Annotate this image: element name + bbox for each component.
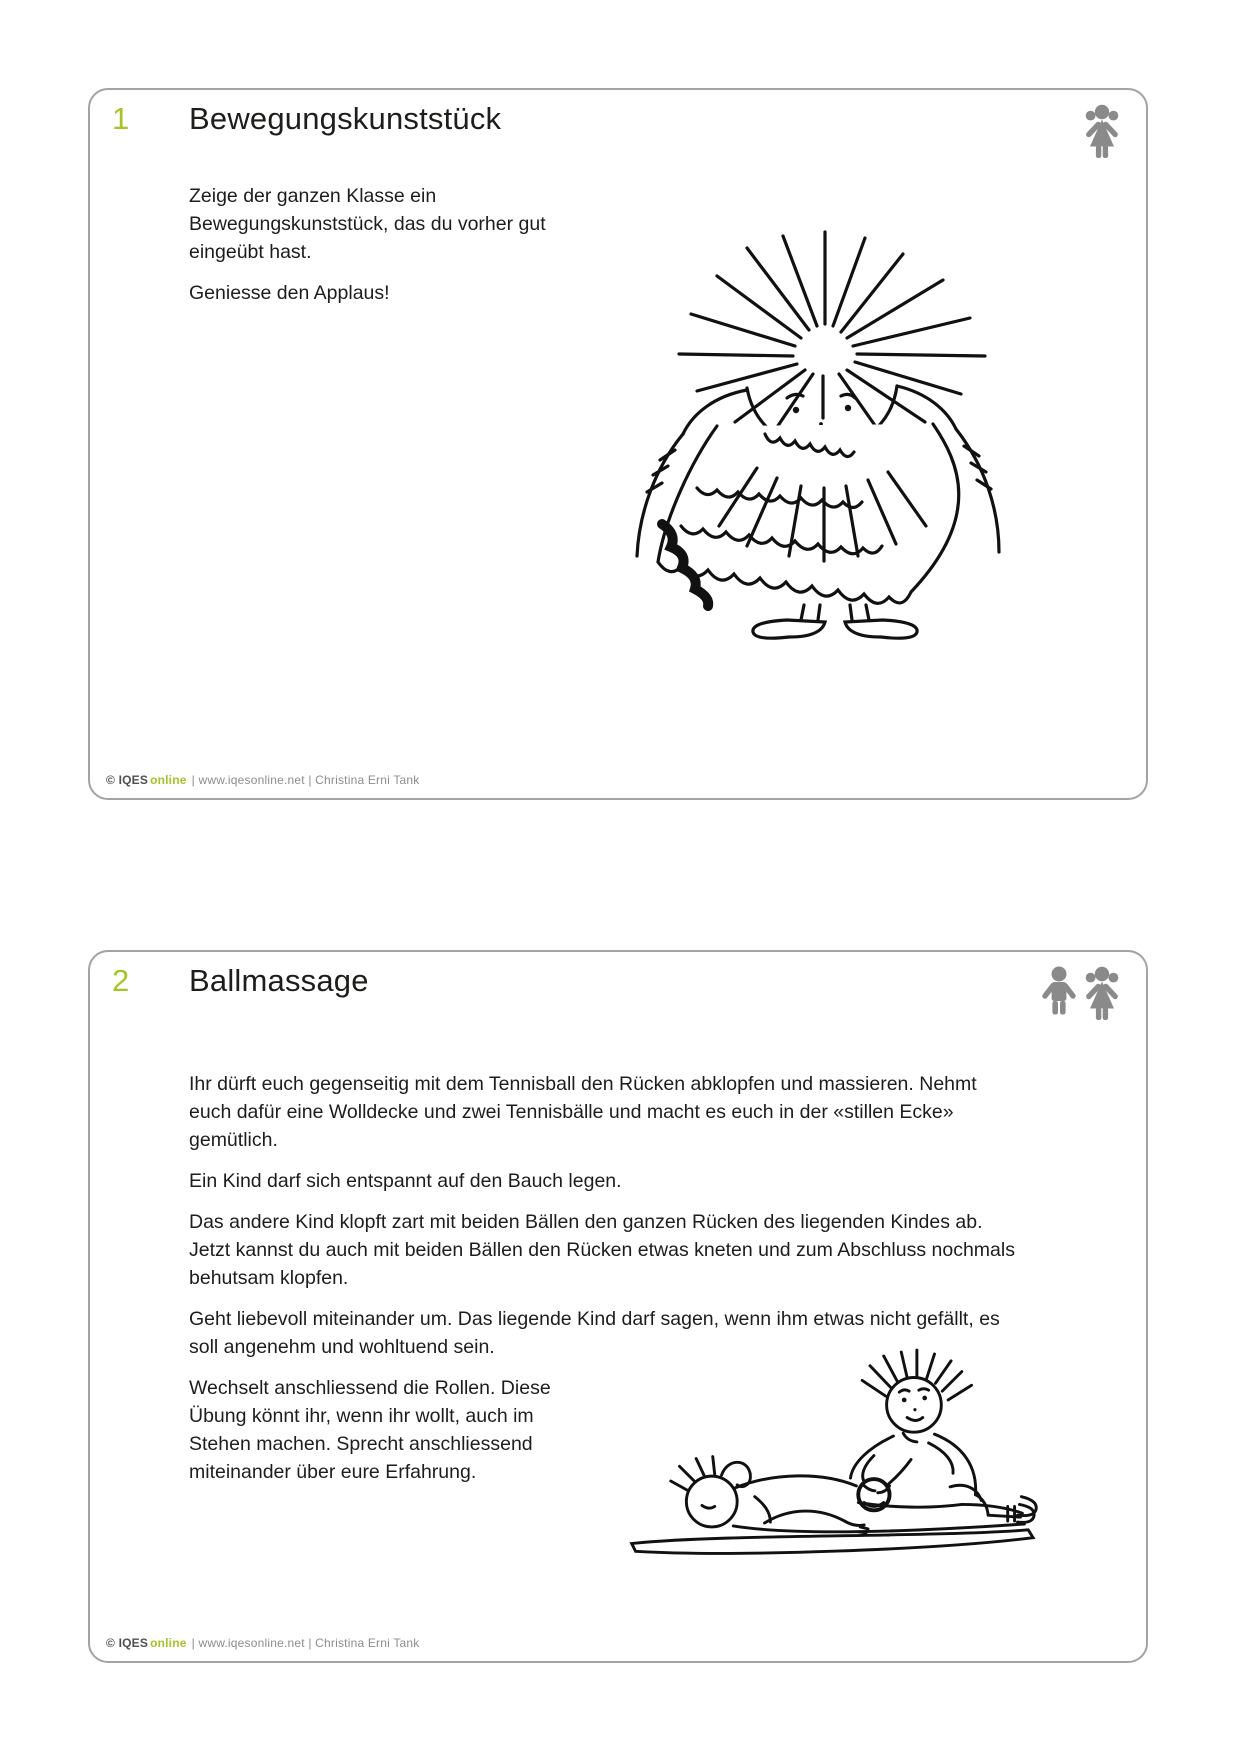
footer-meta: | www.iqesonline.net | Christina Erni Tank bbox=[191, 773, 420, 787]
paragraph: Zeige der ganzen Klasse ein Bewegungskunststück, das du vorher gut eingeübt hast. bbox=[189, 185, 546, 263]
paragraph: Geniesse den Applaus! bbox=[189, 282, 390, 304]
illustration-curtsy-child bbox=[595, 228, 1040, 658]
group-size-icons bbox=[1039, 965, 1122, 1022]
illustration-ball-massage bbox=[618, 1348, 1038, 1573]
activity-card-2 bbox=[88, 950, 1148, 1663]
paragraph: Das andere Kind klopft zart mit beiden Bällen den ganzen Rücken des liegenden Kindes ab. Jetzt kannst du auch mit beiden Bällen den Rücken etwas kneten und zum Abschluss nochmals behutsam klopfen. bbox=[189, 1211, 1015, 1289]
card-title: Ballmassage bbox=[189, 963, 369, 998]
activity-card-1 bbox=[88, 88, 1148, 800]
card-footer bbox=[106, 773, 419, 787]
paragraph: Ein Kind darf sich entspannt auf den Bauch legen. bbox=[189, 1170, 622, 1192]
iqes-brand: © IQES bbox=[106, 773, 149, 787]
card-title: Bewegungskunststück bbox=[189, 101, 502, 136]
paragraph: Ihr dürft euch gegenseitig mit dem Tennisball den Rücken abklopfen und massieren. Nehmt euch dafür eine Wolldecke und zwei Tennisbälle und macht es euch in der «stillen Ecke» gemütlich. bbox=[189, 1073, 977, 1151]
girl-icon bbox=[1082, 103, 1122, 160]
paragraph: Wechselt anschliessend die Rollen. Diese Übung könnt ihr, wenn ihr wollt, auch im Stehen machen. Sprecht anschliessend miteinander über eure Erfahrung. bbox=[189, 1377, 551, 1483]
card-body bbox=[189, 182, 567, 320]
boy-icon bbox=[1039, 965, 1079, 1022]
iqes-brand: © IQES bbox=[106, 1636, 149, 1650]
card-number: 2 bbox=[112, 963, 130, 998]
iqes-online-suffix: online bbox=[150, 1636, 187, 1650]
card-number: 1 bbox=[112, 101, 130, 136]
girl-icon bbox=[1082, 965, 1122, 1022]
card-footer bbox=[106, 1636, 419, 1650]
footer-meta: | www.iqesonline.net | Christina Erni Tank bbox=[191, 1636, 420, 1650]
paragraph: Geht liebevoll miteinander um. Das liegende Kind darf sagen, wenn ihm etwas nicht gefällt, es soll angenehm und wohltuend sein. bbox=[189, 1308, 1000, 1358]
kneeling-child-strokes bbox=[850, 1350, 1034, 1522]
group-size-icons bbox=[1082, 103, 1122, 160]
iqes-online-suffix: online bbox=[150, 773, 187, 787]
